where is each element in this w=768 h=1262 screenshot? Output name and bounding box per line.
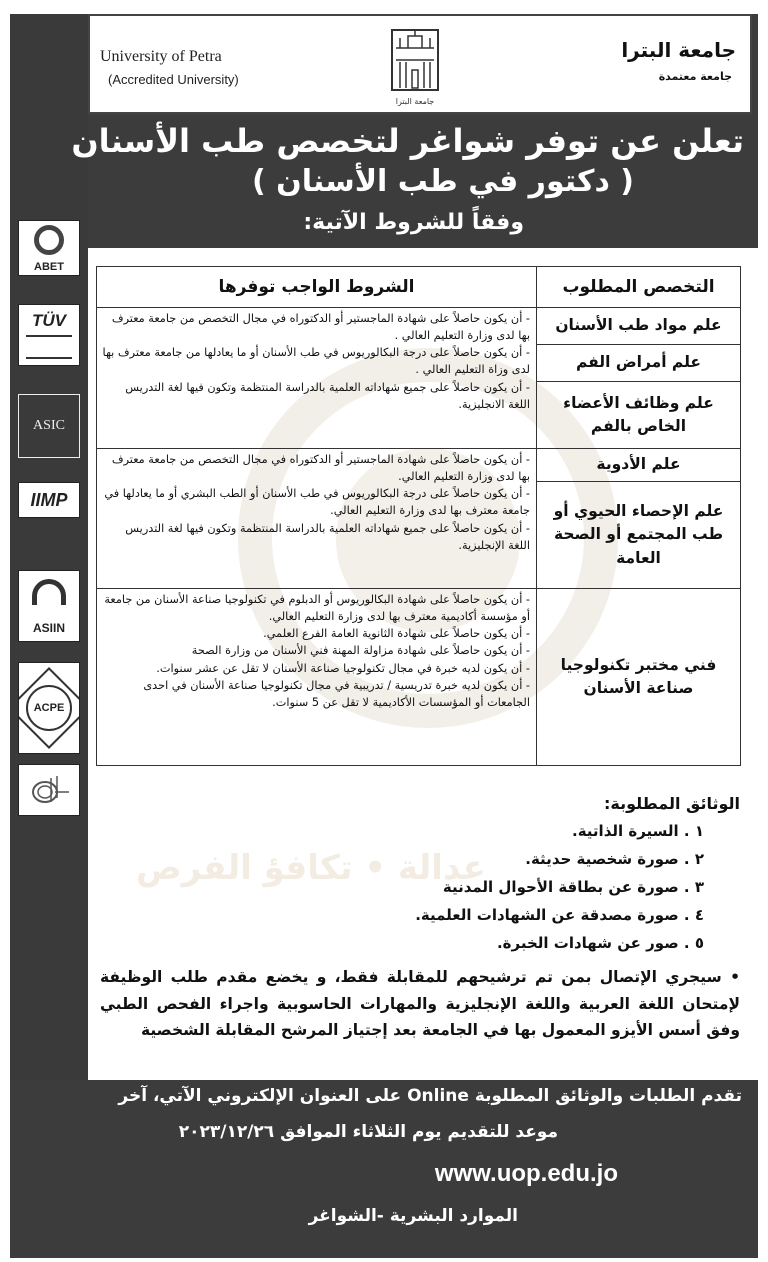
condition-item: - أن يكون حاصلاً على شهادة الماجستير أو الدكتوراه في مجال التخصص من جامعة معترف بها لدى وزارة التعليم العالي . xyxy=(111,312,530,343)
application-footer xyxy=(88,1080,758,1258)
tuv-bars-icon xyxy=(26,335,72,359)
table-header-row xyxy=(97,267,741,308)
conditions-cell xyxy=(97,308,537,449)
spec-cell: علم وظائف الأعضاء الخاص بالفم xyxy=(537,382,741,449)
condition-item: - أن يكون حاصلاً على شهادة الثانوية العامة الفرع العلمي. xyxy=(263,627,530,641)
title-line-1: تعلن عن توفر شواغر لتخصص طب الأسنان xyxy=(71,122,744,160)
university-name-en: University of Petra xyxy=(100,48,222,65)
condition-item: - أن يكون حاصلاً على درجة البكالوريوس في طب الأسنان أو ما يعادلها من جامعة معترف بها لدى وزاة التعليم العالي . xyxy=(102,346,530,377)
condition-item: - أن يكون لديه خبرة في مجال تكنولوجيا صناعة الأسنان لا تقل عن عشر سنوات. xyxy=(156,661,530,675)
watermark-slogan: عدالة • تكافؤ الفرص xyxy=(136,848,486,888)
documents-heading: الوثائق المطلوبة: xyxy=(603,794,740,813)
deadline-text: موعد للتقديم يوم الثلاثاء الموافق ٢٠٢٣/١٢/٢٦ xyxy=(178,1122,558,1142)
table-row xyxy=(97,589,741,766)
header-specialization: التخصص المطلوب xyxy=(537,267,741,308)
iimp-label: IIMP xyxy=(30,489,68,510)
condition-item: - أن يكون حاصلاً على شهادة البكالوريوس أو الدبلوم في تكنولوجيا صناعة الأسنان من جامعة أو مؤسسة أكاديمية معترف بها لدى وزارة التعليم العالي. xyxy=(104,593,530,624)
university-name-ar: جامعة البترا xyxy=(621,38,736,62)
list-item: ١ . السيرة الذاتية. xyxy=(572,822,704,840)
spec-cell: علم مواد طب الأسنان xyxy=(537,308,741,345)
asic-label: ASIC xyxy=(33,418,65,433)
conditions-cell xyxy=(97,449,537,589)
condition-item: - أن يكون حاصلاً على درجة البكالوريوس في طب الأسنان أو الطب البشري أو ما يعادلها في جامعة معترف بها لدى وزارة التعليم العالي. xyxy=(104,487,530,518)
tughra-logo xyxy=(18,764,80,816)
abet-label: ABET xyxy=(34,261,64,273)
university-accreditation-en: (Accredited University) xyxy=(108,72,239,87)
list-item: ٣ . صورة عن بطاقة الأحوال المدنية xyxy=(442,878,704,896)
accreditation-logo-strip xyxy=(10,14,88,1080)
header-conditions: الشروط الواجب توفرها xyxy=(97,267,537,308)
website-link[interactable]: www.uop.edu.jo xyxy=(434,1160,618,1187)
tughra-icon xyxy=(27,772,71,808)
department-signature: الموارد البشرية -الشواغر xyxy=(308,1206,518,1226)
selection-note: • سيجري الإتصال بمن تم ترشيحهم للمقابلة فقط، و يخضع مقدم طلب الوظيفة لإمتحان اللغة العربية واللغة الإنجليزية والمهارات الحاسوبية واجراء الفحص الطبي وفق أسس الأيزو المعمول بها في الجامعة بعد إجتياز المرشح المقابلة الشخصية xyxy=(100,968,740,1040)
tuv-label: TÜV xyxy=(32,311,66,330)
condition-item: - أن يكون حاصلاً على شهادة مزاولة المهنة فني الأسنان من وزارة الصحة xyxy=(191,644,530,658)
list-item: ٢ . صورة شخصية حديثة. xyxy=(525,850,704,868)
acpe-label: ACPE xyxy=(33,702,65,714)
title-line-3: وفقاً للشروط الآتية: xyxy=(303,210,524,235)
tuv-logo xyxy=(18,304,80,366)
requirements-table xyxy=(96,266,741,766)
conditions-cell xyxy=(97,589,537,766)
asiin-label: ASIIN xyxy=(32,621,65,635)
condition-item: - أن يكون لديه خبرة تدريسية / تدريبية في مجال تكنولوجيا صناعة الأسنان في احدى الجامعات أو المؤسسات الأكاديمية لا تقل عن 5 سنوات. xyxy=(143,678,530,709)
asic-logo xyxy=(18,394,80,458)
asiin-logo xyxy=(18,570,80,642)
abet-ring-icon xyxy=(34,225,64,255)
spec-cell: علم أمراض الفم xyxy=(537,345,741,382)
letterhead xyxy=(88,14,752,114)
spec-cell: علم الأدوية xyxy=(537,449,741,482)
petra-treasury-crest-icon xyxy=(388,26,442,110)
abet-logo xyxy=(18,220,80,276)
condition-item: - أن يكون حاصلاً على شهادة الماجستير أو الدكتوراه في مجال التخصص من جامعة معترف بها لدى وزارة التعليم العالي. xyxy=(111,453,530,484)
university-accreditation-ar: جامعة معتمدة xyxy=(658,70,732,83)
table-row xyxy=(97,449,741,482)
spec-cell: فني مختبر تكنولوجيا صناعة الأسنان xyxy=(537,589,741,766)
list-item: ٥ . صور عن شهادات الخبرة. xyxy=(496,934,704,952)
spec-cell: علم الإحصاء الحيوي أو طب المجتمع أو الصحة العامة xyxy=(537,482,741,589)
asiin-arch-icon xyxy=(32,579,66,605)
acpe-logo xyxy=(18,662,80,754)
list-item: ٤ . صورة مصدقة عن الشهادات العلمية. xyxy=(415,906,704,924)
crest-caption: جامعة البترا xyxy=(395,97,435,106)
condition-item: - أن يكون حاصلاً على جميع شهاداته العلمية بالدراسة المنتظمة وتكون فيها لغة التدريس اللغة الإنجليزية. xyxy=(125,521,530,552)
title-line-2: ( دكتور في طب الأسنان ) xyxy=(251,164,634,199)
iimp-logo xyxy=(18,482,80,518)
announcement-title xyxy=(71,114,752,248)
submission-instructions: تقدم الطلبات والوثائق المطلوبة Online على العنوان الإلكتروني الآتي، آخر xyxy=(118,1086,742,1106)
announcement-body xyxy=(88,248,758,1080)
table-row xyxy=(97,308,741,345)
condition-item: - أن يكون حاصلاً على جميع شهاداته العلمية بالدراسة المنتظمة وتكون فيها لغة التدريس اللغة الانجليزية. xyxy=(125,380,530,411)
